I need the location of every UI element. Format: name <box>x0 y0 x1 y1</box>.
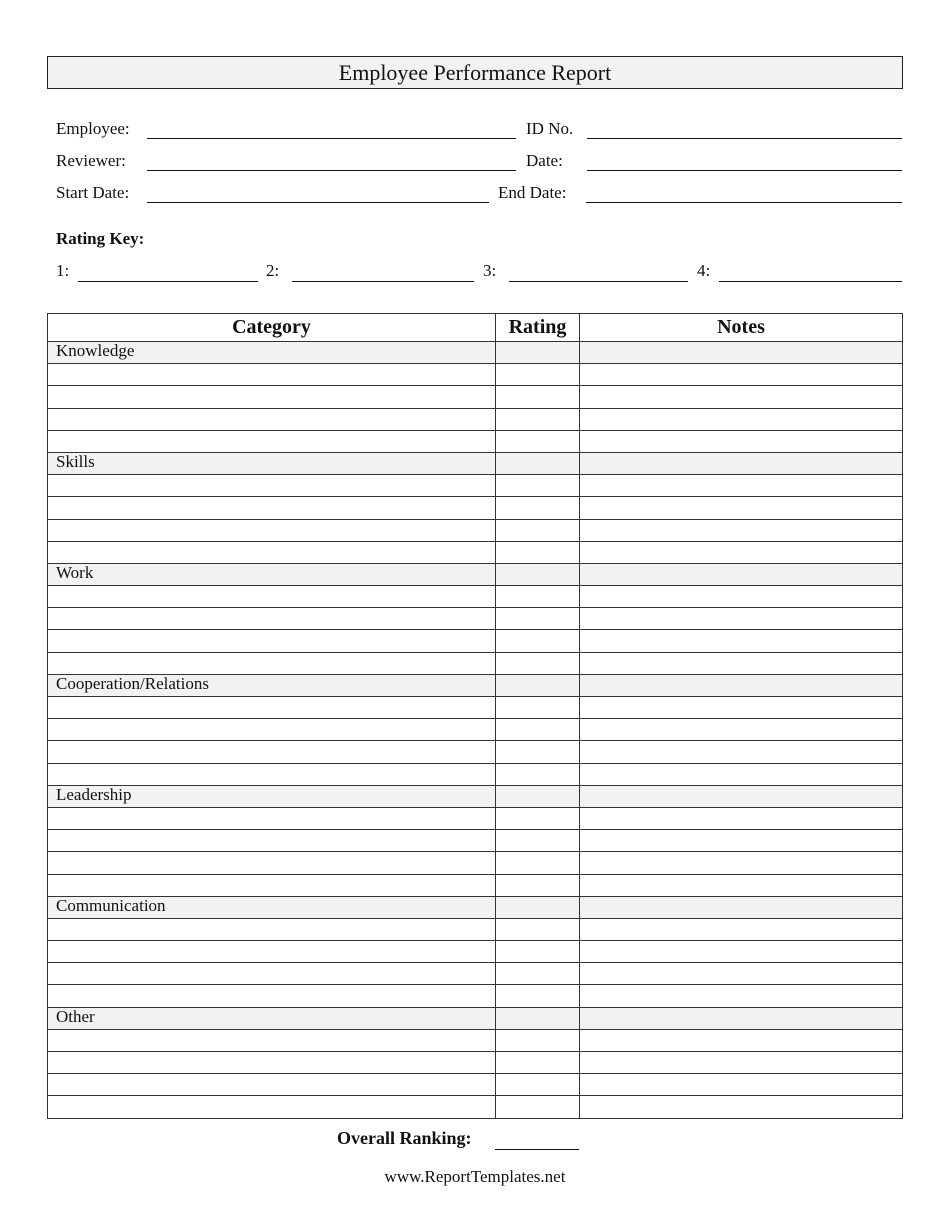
rating-key-field-2[interactable] <box>292 281 474 282</box>
notes-cell[interactable] <box>580 519 903 541</box>
notes-cell[interactable] <box>580 830 903 852</box>
category-cell[interactable] <box>48 408 496 430</box>
category-cell[interactable] <box>48 1096 496 1118</box>
notes-cell[interactable] <box>580 430 903 452</box>
rating-cell[interactable] <box>496 630 580 652</box>
rating-cell[interactable] <box>496 1052 580 1074</box>
table-row <box>48 497 903 519</box>
id-field[interactable] <box>587 138 902 139</box>
table-row <box>48 963 903 985</box>
rating-cell[interactable] <box>496 807 580 829</box>
start-date-field[interactable] <box>147 202 489 203</box>
category-cell[interactable] <box>48 963 496 985</box>
rating-cell[interactable] <box>496 674 580 696</box>
notes-cell[interactable] <box>580 630 903 652</box>
category-row <box>48 1007 903 1029</box>
table-row <box>48 763 903 785</box>
rating-cell[interactable] <box>496 386 580 408</box>
employee-label: Employee: <box>56 119 130 138</box>
notes-cell[interactable] <box>580 1096 903 1118</box>
rating-cell[interactable] <box>496 985 580 1007</box>
notes-cell[interactable] <box>580 342 903 364</box>
reviewer-field[interactable] <box>147 170 516 171</box>
category-cell[interactable] <box>48 741 496 763</box>
rating-cell[interactable] <box>496 896 580 918</box>
category-cell[interactable] <box>48 1052 496 1074</box>
category-cell[interactable] <box>48 1074 496 1096</box>
table-row <box>48 941 903 963</box>
rating-cell[interactable] <box>496 963 580 985</box>
table-row <box>48 430 903 452</box>
table-header-row <box>48 314 903 342</box>
category-cell[interactable] <box>48 630 496 652</box>
rating-cell[interactable] <box>496 652 580 674</box>
end-date-label: End Date: <box>498 183 567 202</box>
rating-cell[interactable] <box>496 608 580 630</box>
category-cell[interactable] <box>48 497 496 519</box>
notes-cell[interactable] <box>580 896 903 918</box>
rating-cell[interactable] <box>496 719 580 741</box>
category-cell[interactable] <box>48 1029 496 1051</box>
id-label: ID No. <box>526 119 574 138</box>
table-row <box>48 719 903 741</box>
rating-cell[interactable] <box>496 874 580 896</box>
rating-key-title: Rating Key: <box>56 229 145 248</box>
table-row <box>48 1052 903 1074</box>
table-row <box>48 852 903 874</box>
category-name: Communication <box>48 896 496 918</box>
notes-cell[interactable] <box>580 697 903 719</box>
rating-cell[interactable] <box>496 1007 580 1029</box>
notes-cell[interactable] <box>580 1007 903 1029</box>
rating-cell[interactable] <box>496 941 580 963</box>
category-row <box>48 785 903 807</box>
rating-cell[interactable] <box>496 785 580 807</box>
category-cell[interactable] <box>48 608 496 630</box>
category-cell[interactable] <box>48 541 496 563</box>
notes-cell[interactable] <box>580 364 903 386</box>
table-body <box>48 342 903 1119</box>
category-row <box>48 563 903 585</box>
table-row <box>48 807 903 829</box>
notes-cell[interactable] <box>580 807 903 829</box>
category-cell[interactable] <box>48 719 496 741</box>
category-row <box>48 674 903 696</box>
reviewer-label: Reviewer: <box>56 151 126 170</box>
rating-cell[interactable] <box>496 763 580 785</box>
overall-ranking-field[interactable] <box>495 1149 579 1150</box>
category-cell[interactable] <box>48 430 496 452</box>
notes-cell[interactable] <box>580 1029 903 1051</box>
category-cell[interactable] <box>48 807 496 829</box>
rating-cell[interactable] <box>496 342 580 364</box>
category-cell[interactable] <box>48 697 496 719</box>
rating-cell[interactable] <box>496 1029 580 1051</box>
notes-header: Notes <box>580 314 903 342</box>
category-row <box>48 452 903 474</box>
rating-key-label-4: 4: <box>697 261 711 280</box>
rating-cell[interactable] <box>496 364 580 386</box>
rating-cell[interactable] <box>496 586 580 608</box>
notes-cell[interactable] <box>580 985 903 1007</box>
notes-cell[interactable] <box>580 563 903 585</box>
rating-cell[interactable] <box>496 830 580 852</box>
date-field[interactable] <box>587 170 902 171</box>
category-cell[interactable] <box>48 918 496 940</box>
notes-cell[interactable] <box>580 652 903 674</box>
date-label: Date: <box>526 151 563 170</box>
table-row <box>48 918 903 940</box>
notes-cell[interactable] <box>580 586 903 608</box>
rating-cell[interactable] <box>496 541 580 563</box>
category-name: Other <box>48 1007 496 1029</box>
notes-cell[interactable] <box>580 852 903 874</box>
table-row <box>48 697 903 719</box>
category-cell[interactable] <box>48 652 496 674</box>
category-cell[interactable] <box>48 852 496 874</box>
category-cell[interactable] <box>48 830 496 852</box>
end-date-field[interactable] <box>586 202 902 203</box>
rating-cell[interactable] <box>496 918 580 940</box>
table-row <box>48 874 903 896</box>
rating-cell[interactable] <box>496 697 580 719</box>
table-row <box>48 364 903 386</box>
table-row <box>48 608 903 630</box>
notes-cell[interactable] <box>580 941 903 963</box>
category-row <box>48 342 903 364</box>
category-cell[interactable] <box>48 386 496 408</box>
rating-key-field-3[interactable] <box>509 281 688 282</box>
category-name: Cooperation/Relations <box>48 674 496 696</box>
table-row <box>48 652 903 674</box>
rating-key-label-3: 3: <box>483 261 497 280</box>
notes-cell[interactable] <box>580 386 903 408</box>
category-cell[interactable] <box>48 519 496 541</box>
notes-cell[interactable] <box>580 475 903 497</box>
page-title: Employee Performance Report <box>47 56 903 89</box>
category-cell[interactable] <box>48 874 496 896</box>
rating-cell[interactable] <box>496 741 580 763</box>
overall-ranking-label: Overall Ranking: <box>337 1128 472 1148</box>
table-row <box>48 830 903 852</box>
category-cell[interactable] <box>48 941 496 963</box>
table-row <box>48 1074 903 1096</box>
category-cell[interactable] <box>48 475 496 497</box>
category-cell[interactable] <box>48 364 496 386</box>
rating-key-label-2: 2: <box>266 261 280 280</box>
notes-cell[interactable] <box>580 1052 903 1074</box>
rating-cell[interactable] <box>496 563 580 585</box>
category-cell[interactable] <box>48 586 496 608</box>
rating-key-field-1[interactable] <box>78 281 258 282</box>
rating-cell[interactable] <box>496 519 580 541</box>
notes-cell[interactable] <box>580 719 903 741</box>
table-row <box>48 985 903 1007</box>
table-row <box>48 475 903 497</box>
notes-cell[interactable] <box>580 1074 903 1096</box>
table-row <box>48 1029 903 1051</box>
footer-url: www.ReportTemplates.net <box>384 1167 566 1186</box>
rating-cell[interactable] <box>496 497 580 519</box>
notes-cell[interactable] <box>580 918 903 940</box>
category-name: Leadership <box>48 785 496 807</box>
notes-cell[interactable] <box>580 674 903 696</box>
notes-cell[interactable] <box>580 741 903 763</box>
table-row <box>48 541 903 563</box>
category-cell[interactable] <box>48 763 496 785</box>
employee-field[interactable] <box>147 138 516 139</box>
category-cell[interactable] <box>48 985 496 1007</box>
rating-cell[interactable] <box>496 430 580 452</box>
category-name: Skills <box>48 452 496 474</box>
notes-cell[interactable] <box>580 763 903 785</box>
notes-cell[interactable] <box>580 541 903 563</box>
performance-table <box>47 313 903 1119</box>
table-row <box>48 1096 903 1118</box>
table-row <box>48 386 903 408</box>
rating-header: Rating <box>496 314 580 342</box>
notes-cell[interactable] <box>580 452 903 474</box>
notes-cell[interactable] <box>580 963 903 985</box>
rating-cell[interactable] <box>496 408 580 430</box>
category-name: Work <box>48 563 496 585</box>
notes-cell[interactable] <box>580 608 903 630</box>
rating-key-label-1: 1: <box>56 261 70 280</box>
rating-cell[interactable] <box>496 475 580 497</box>
category-row <box>48 896 903 918</box>
notes-cell[interactable] <box>580 408 903 430</box>
rating-cell[interactable] <box>496 1074 580 1096</box>
table-row <box>48 408 903 430</box>
category-header: Category <box>48 314 496 342</box>
table-row <box>48 630 903 652</box>
notes-cell[interactable] <box>580 785 903 807</box>
table-row <box>48 519 903 541</box>
category-name: Knowledge <box>48 342 496 364</box>
start-date-label: Start Date: <box>56 183 130 202</box>
rating-cell[interactable] <box>496 452 580 474</box>
notes-cell[interactable] <box>580 497 903 519</box>
rating-cell[interactable] <box>496 1096 580 1118</box>
table-row <box>48 586 903 608</box>
notes-cell[interactable] <box>580 874 903 896</box>
rating-cell[interactable] <box>496 852 580 874</box>
rating-key-field-4[interactable] <box>719 281 902 282</box>
table-row <box>48 741 903 763</box>
